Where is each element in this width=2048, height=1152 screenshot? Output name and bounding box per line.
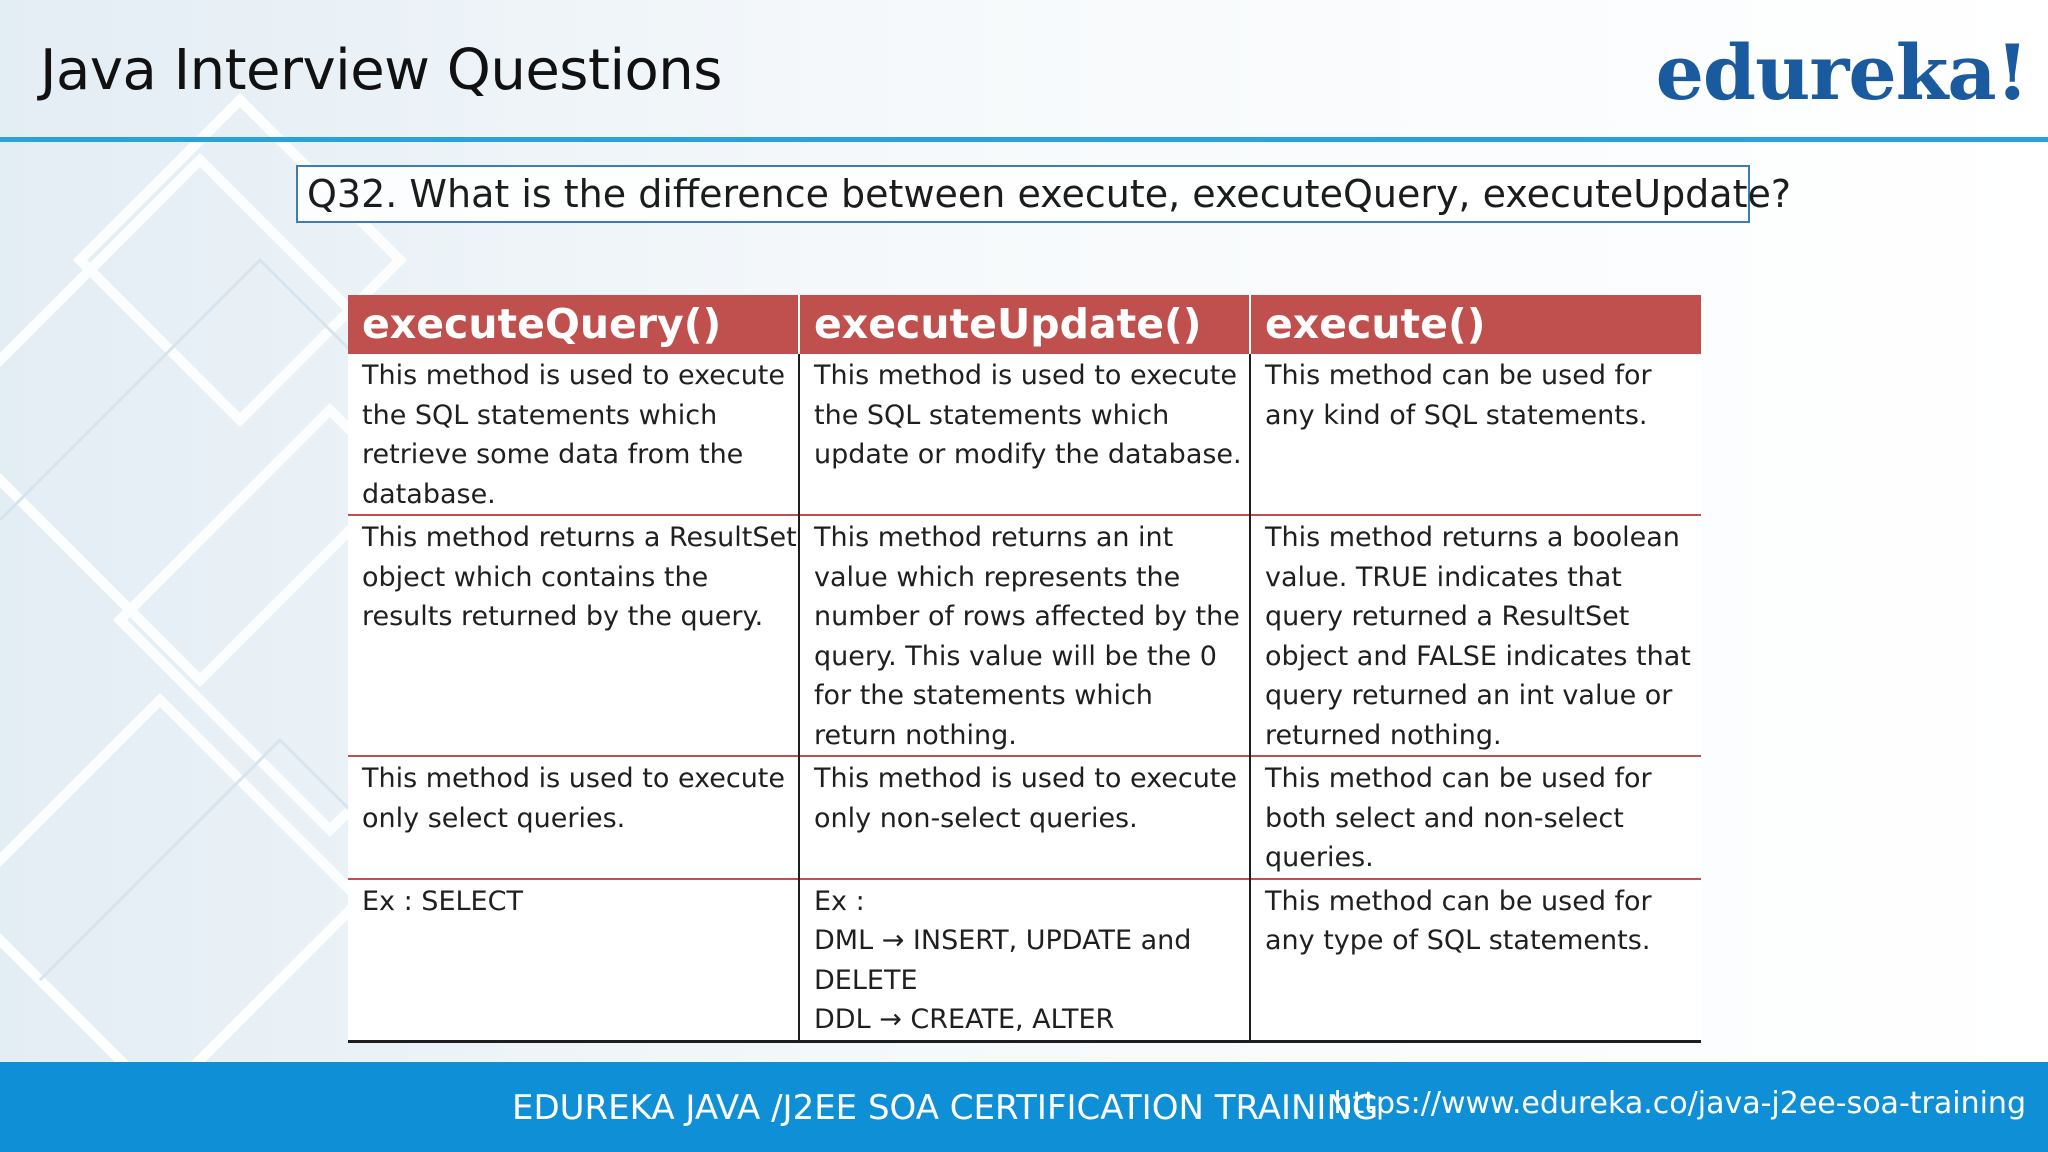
cell-line: any kind of SQL statements. [1265, 399, 1648, 431]
table-row [348, 756, 1701, 879]
cell-line: Ex : [814, 885, 865, 917]
table-row [348, 515, 1701, 756]
cell-line: only non-select queries. [814, 802, 1138, 834]
cell-line: This method returns an int [814, 522, 1174, 553]
cell-line: This method can be used for [1265, 885, 1652, 917]
column-header-executeupdate: executeUpdate() [799, 295, 1250, 353]
page-title: Java Interview Questions [40, 38, 722, 103]
footer-course-title: EDUREKA JAVA /J2EE SOA CERTIFICATION TRAINING [512, 1088, 1379, 1128]
table-cell [799, 879, 1250, 1042]
edureka-logo: edureka! [1655, 28, 2028, 117]
cell-line: This method is used to execute [814, 763, 1238, 794]
cell-line: This method returns a boolean [1265, 522, 1680, 553]
question-box: Q32. What is the difference between execute, executeQuery, executeUpdate? [296, 165, 1750, 223]
header-divider [0, 137, 2048, 142]
cell-line: database. [362, 478, 496, 510]
cell-line: value which represents the [814, 561, 1181, 593]
table-row [348, 353, 1701, 515]
table-cell [348, 515, 799, 756]
footer-bar [0, 1062, 2048, 1152]
cell-line: returned nothing. [1265, 719, 1502, 751]
cell-line: This method is used to execute [814, 360, 1238, 391]
cell-line: This method can be used for [1265, 763, 1652, 794]
table-cell [1250, 756, 1701, 879]
table-cell [348, 879, 799, 1042]
cell-line: for the statements which [814, 680, 1153, 711]
slide-header [0, 0, 2048, 141]
column-header-execute: execute() [1250, 295, 1701, 353]
cell-line: query returned an int value or [1265, 680, 1673, 711]
cell-line: only select queries. [362, 802, 626, 834]
table-cell [799, 756, 1250, 879]
cell-line: Ex : SELECT [362, 885, 523, 917]
column-header-executequery: executeQuery() [348, 295, 799, 353]
table-row [348, 879, 1701, 1042]
table-cell [1250, 515, 1701, 756]
footer-url-link[interactable]: https://www.edureka.co/java-j2ee-soa-training [1333, 1086, 2026, 1121]
comparison-table [348, 295, 1701, 1043]
cell-line: DDL → CREATE, ALTER [814, 1004, 1115, 1035]
cell-line: retrieve some data from the [362, 439, 744, 470]
cell-line: This method is used to execute [362, 360, 786, 391]
cell-line: query. This value will be the 0 [814, 640, 1217, 672]
cell-line: update or modify the database. [814, 439, 1242, 470]
cell-line: return nothing. [814, 719, 1017, 751]
table-cell [348, 756, 799, 879]
table-cell [1250, 353, 1701, 515]
cell-line: This method is used to execute [362, 763, 786, 794]
cell-line: object which contains the [362, 561, 709, 593]
cell-line: results returned by the query. [362, 601, 764, 632]
cell-line: the SQL statements which [362, 399, 718, 431]
table-cell [799, 515, 1250, 756]
cell-line: value. TRUE indicates that [1265, 561, 1622, 593]
cell-line: DML → INSERT, UPDATE and [814, 925, 1192, 956]
cell-line: queries. [1265, 842, 1374, 873]
cell-line: This method returns a ResultSet [362, 522, 797, 553]
cell-line: This method can be used for [1265, 360, 1652, 391]
cell-line: DELETE [814, 964, 918, 996]
table-cell [799, 353, 1250, 515]
cell-line: query returned a ResultSet [1265, 601, 1630, 632]
cell-line: the SQL statements which [814, 399, 1170, 431]
cell-line: any type of SQL statements. [1265, 925, 1651, 956]
table-header-row [348, 295, 1701, 353]
cell-line: both select and non-select [1265, 802, 1624, 834]
table-cell [1250, 879, 1701, 1042]
cell-line: object and FALSE indicates that [1265, 640, 1691, 672]
table-cell [348, 353, 799, 515]
cell-line: number of rows affected by the [814, 601, 1240, 632]
